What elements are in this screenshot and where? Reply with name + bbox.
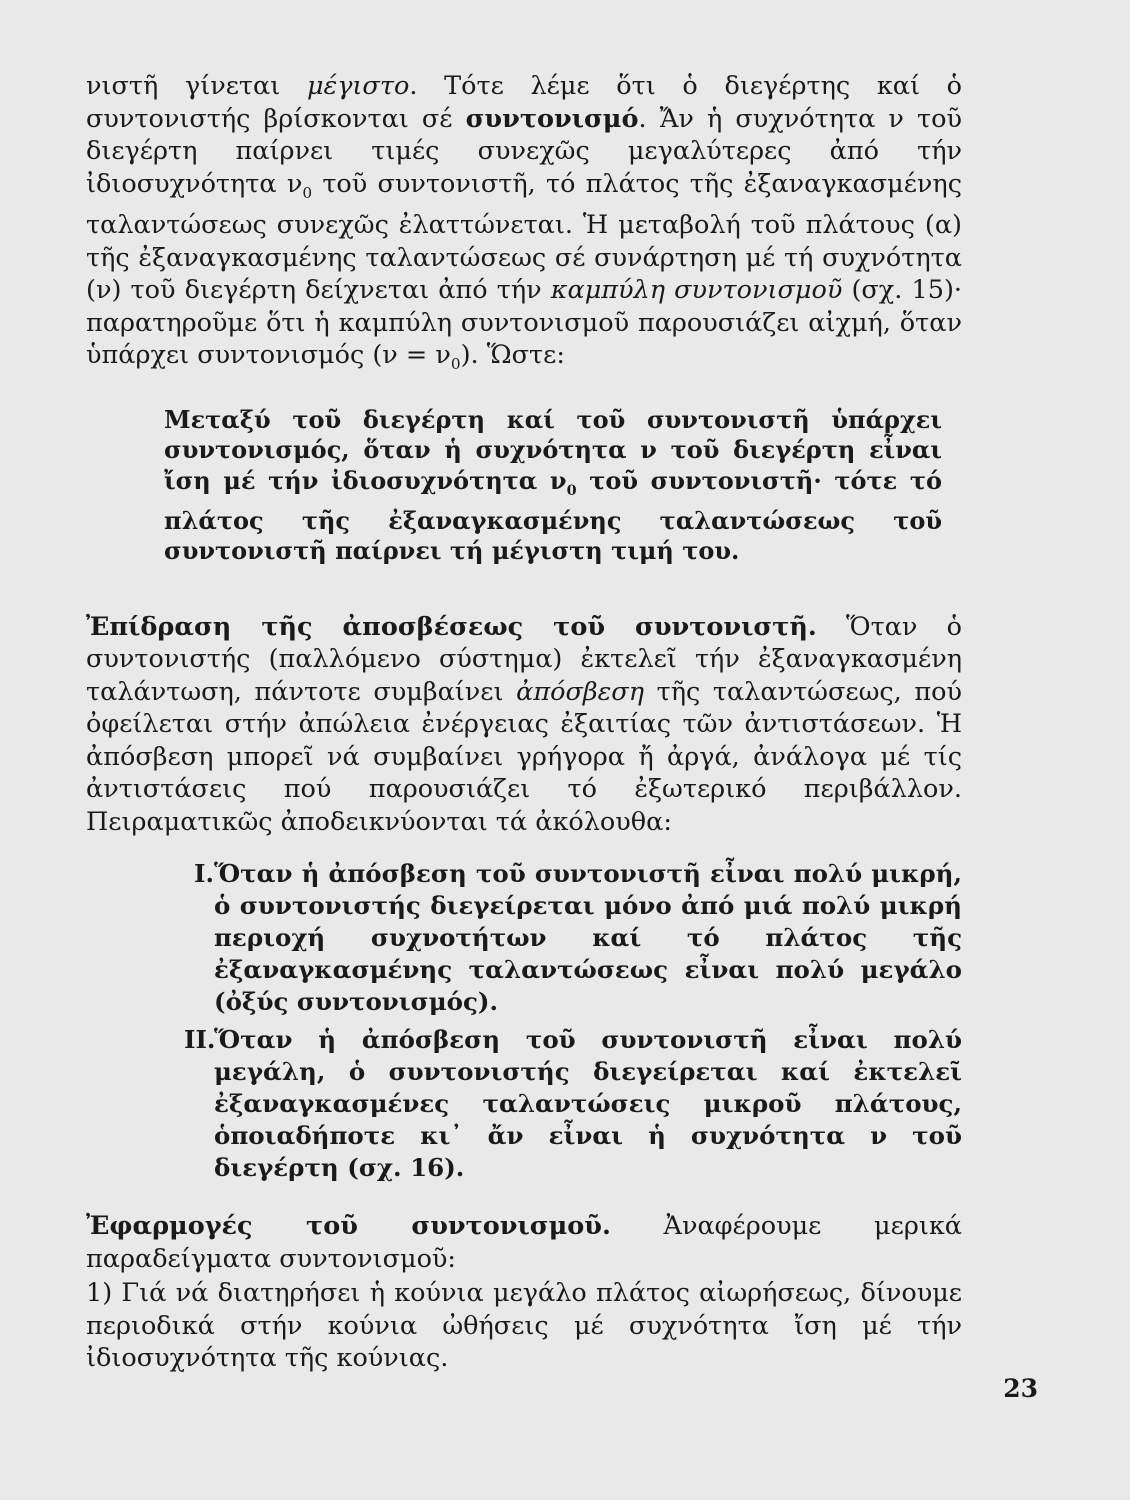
list-item-number: II.: [184, 1025, 216, 1055]
term-resonance-curve: καμπύλη συντονισμοῦ: [550, 275, 843, 306]
applications-paragraph: Ἐφαρμογές τοῦ συντονισμοῦ. Ἀναφέρουμε μερικά παραδείγματα συντονισμοῦ:: [86, 1211, 962, 1274]
term-damping: ἀπόσβεση: [516, 676, 644, 707]
list-item: II. Ὅταν ἡ ἀπόσβεση τοῦ συντονιστῆ εἶναι πολύ μεγάλη, ὁ συντονιστής διεγείρεται καί ἐκτελεῖ ἐξαναγκασμένες ταλαντώσεις μικροῦ πλάτους, ὁποιαδήποτε κι᾽ ἄν εἶναι ἡ συχνότητα ν τοῦ διεγέρτη (σχ. 16).: [184, 1025, 962, 1183]
resonance-definition: Μεταξύ τοῦ διεγέρτη καί τοῦ συντονιστῆ ὑπάρχει συντονισμός, ὅταν ἡ συχνότητα ν τοῦ διεγέρτη εἶναι ἴση μέ τήν ἰδιοσυχνότητα $\nu_0$ τοῦ συντονιστῆ· τότε τό πλάτος τῆς ἐξαναγκασμένης ταλαντώσεως τοῦ συντονιστῆ παίρνει τή μέγιστη τιμή του.: [164, 404, 942, 566]
damping-heading: Ἐπίδραση τῆς ἀποσβέσεως τοῦ συντονιστῆ.: [86, 611, 817, 642]
applications-heading: Ἐφαρμογές τοῦ συντονισμοῦ.: [86, 1211, 611, 1242]
page-body: [86, 70, 962, 1375]
list-item: I. Ὅταν ἡ ἀπόσβεση τοῦ συντονιστῆ εἶναι πολύ μικρή, ὁ συντονιστής διεγείρεται μόνο ἀπό μιά πολύ μικρή περιοχή συχνοτήτων καί τό πλάτος τῆς ἐξαναγκασμένης ταλαντώσεως εἶναι πολύ μεγάλο (ὀξύς συντονισμός).: [86, 858, 962, 1018]
emphasis-maximum: μέγιστο: [306, 71, 410, 101]
term-resonance: συντονισμό: [465, 103, 639, 134]
page-number: 23: [1003, 1374, 1038, 1403]
damping-cases-list: [86, 858, 962, 1184]
intro-paragraph: νιστῆ γίνεται μέγιστο. Τότε λέμε ὅτι ὁ διεγέρτης καί ὁ συντονιστής βρίσκονται σέ συντονισμό. Ἄν ἡ συχνότητα ν τοῦ διεγέρτη παίρνει τιμές συνεχῶς μεγαλύτερες ἀπό τήν ἰδιοσυχνότητα $\nu_0$ τοῦ συντονιστῆ, τό πλάτος τῆς ἐξαναγκασμένης ταλαντώσεως συνεχῶς ἐλαττώνεται. Ἡ μεταβολή τοῦ πλάτους (α) τῆς ἐξαναγκασμένης ταλαντώσεως σέ συνάρτηση μέ τή συχνότητα (ν) τοῦ διεγέρτη δείχνεται ἀπό τήν καμπύλη συντονισμοῦ (σχ. 15)· παρατηροῦμε ὅτι ἡ καμπύλη συντονισμοῦ παρουσιάζει αἰχμή, ὅταν ὑπάρχει συντονισμός $(\nu = \nu_0)$. Ὥστε:: [86, 71, 963, 374]
damping-paragraph: Ἐπίδραση τῆς ἀποσβέσεως τοῦ συντονιστῆ. Ὅταν ὁ συντονιστής (παλλόμενο σύστημα) ἐκτελεῖ τήν ἐξαναγκασμένη ταλάντωση, πάντοτε συμβαίνει ἀπόσβεση τῆς ταλαντώσεως, πού ὀφείλεται στήν ἀπώλεια ἐνέργειας ἐξαιτίας τῶν ἀντιστάσεων. Ἡ ἀπόσβεση μπορεῖ νά συμβαίνει γρήγορα ἤ ἀργά, ἀνάλογα μέ τίς ἀντιστάσεις πού παρουσιάζει τό ἐξωτερικό περιβάλλον. Πειραματικῶς ἀποδεικνύονται τά ἀκόλουθα:: [86, 611, 962, 837]
list-item-number: I.: [194, 859, 214, 889]
application-item-swing: 1) Γιά νά διατηρήσει ἡ κούνια μεγάλο πλάτος αἰωρήσεως, δίνουμε περιοδικά στήν κούνια ὠθήσεις μέ συχνότητα ἴση μέ τήν ἰδιοσυχνότητα τῆς κούνιας.: [86, 1278, 962, 1374]
